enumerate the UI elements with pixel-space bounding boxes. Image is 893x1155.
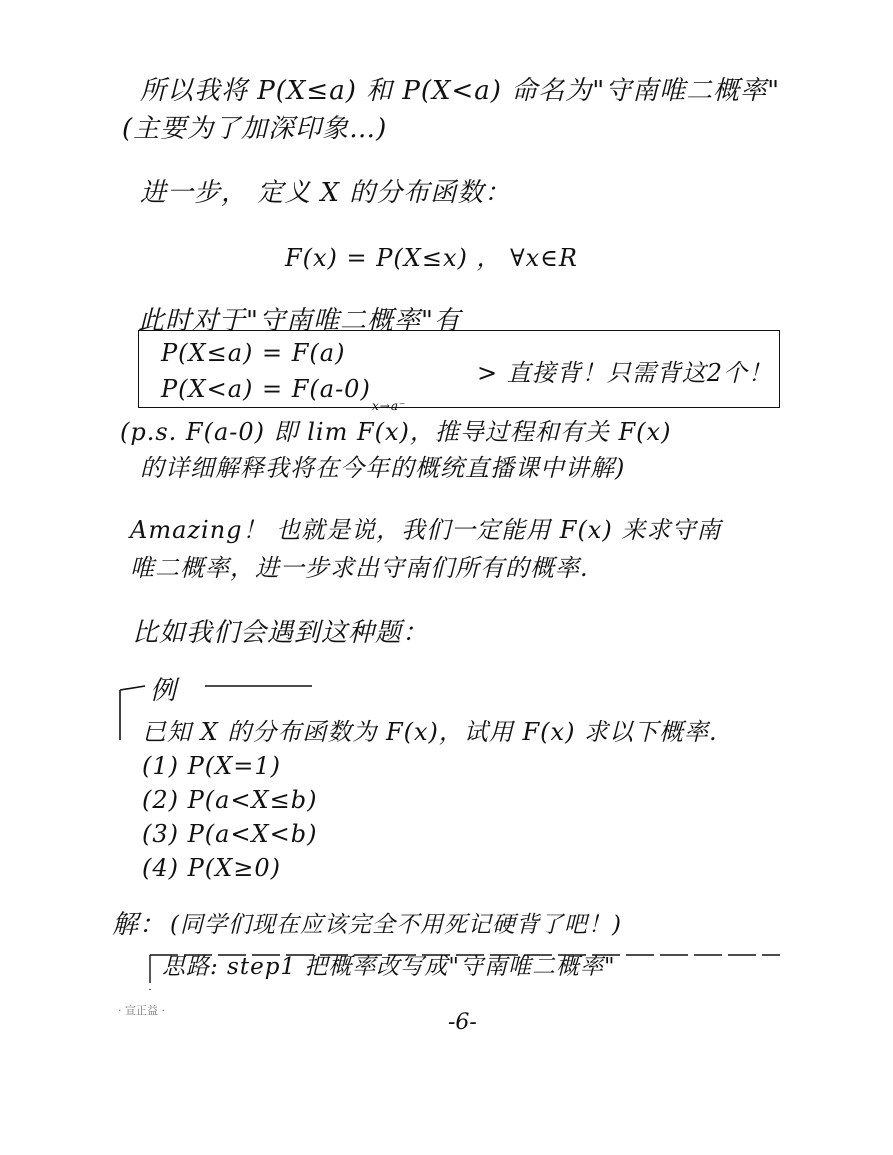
text-line-amazing-1: Amazing！ 也就是说，我们一定能用 F(x) 来求守南 <box>130 516 722 544</box>
example-intro: 已知 X 的分布函数为 F(x)，试用 F(x) 求以下概率. <box>142 718 718 746</box>
memorize-note: > 直接背！只需背这2个！ <box>477 359 774 387</box>
page-number: -6- <box>448 1010 477 1035</box>
text-line-amazing-2: 唯二概率，进一步求出守南们所有的概率. <box>130 554 589 582</box>
example-item-2: (2) P(a<X≤b) <box>142 786 318 814</box>
cdf-definition: F(x) = P(X≤x) ， ∀x∈R <box>285 244 578 272</box>
text-line-3: 进一步， 定义 X 的分布函数： <box>140 178 512 208</box>
limit-subscript: x→a⁻ <box>372 399 407 413</box>
text-line-1: 所以我将 P(X≤a) 和 P(X<a) 命名为"守南唯二概率" <box>140 76 781 106</box>
text-line-example-intro: 比如我们会遇到这种题： <box>132 618 430 648</box>
text-line-ps-1: (p.s. F(a-0) 即 lim F(x)，推导过程和有关 F(x) <box>120 418 672 446</box>
text-line-ps-2: 的详细解释我将在今年的概统直播课中讲解) <box>140 454 626 482</box>
formula-lt: P(X<a) = F(a-0) <box>161 375 371 403</box>
example-item-4: (4) P(X≥0) <box>142 854 281 882</box>
solution-line-1: (同学们现在应该完全不用死记硬背了吧！) <box>170 912 622 938</box>
stamp-mark: · 宣正益 · <box>118 1004 165 1017</box>
example-label: 例 <box>150 676 178 706</box>
text-line-2: (主要为了加深印象…) <box>122 114 388 144</box>
example-item-3: (3) P(a<X<b) <box>142 820 318 848</box>
solution-line-2: 思路: step1 把概率改写成"守南唯二概率" <box>162 954 616 980</box>
example-item-1: (1) P(X=1) <box>142 752 281 780</box>
formula-le: P(X≤a) = F(a) <box>161 339 346 367</box>
solution-label: 解： <box>112 910 167 940</box>
text-line-5: 此时对于"守南唯二概率"有 <box>138 306 461 336</box>
